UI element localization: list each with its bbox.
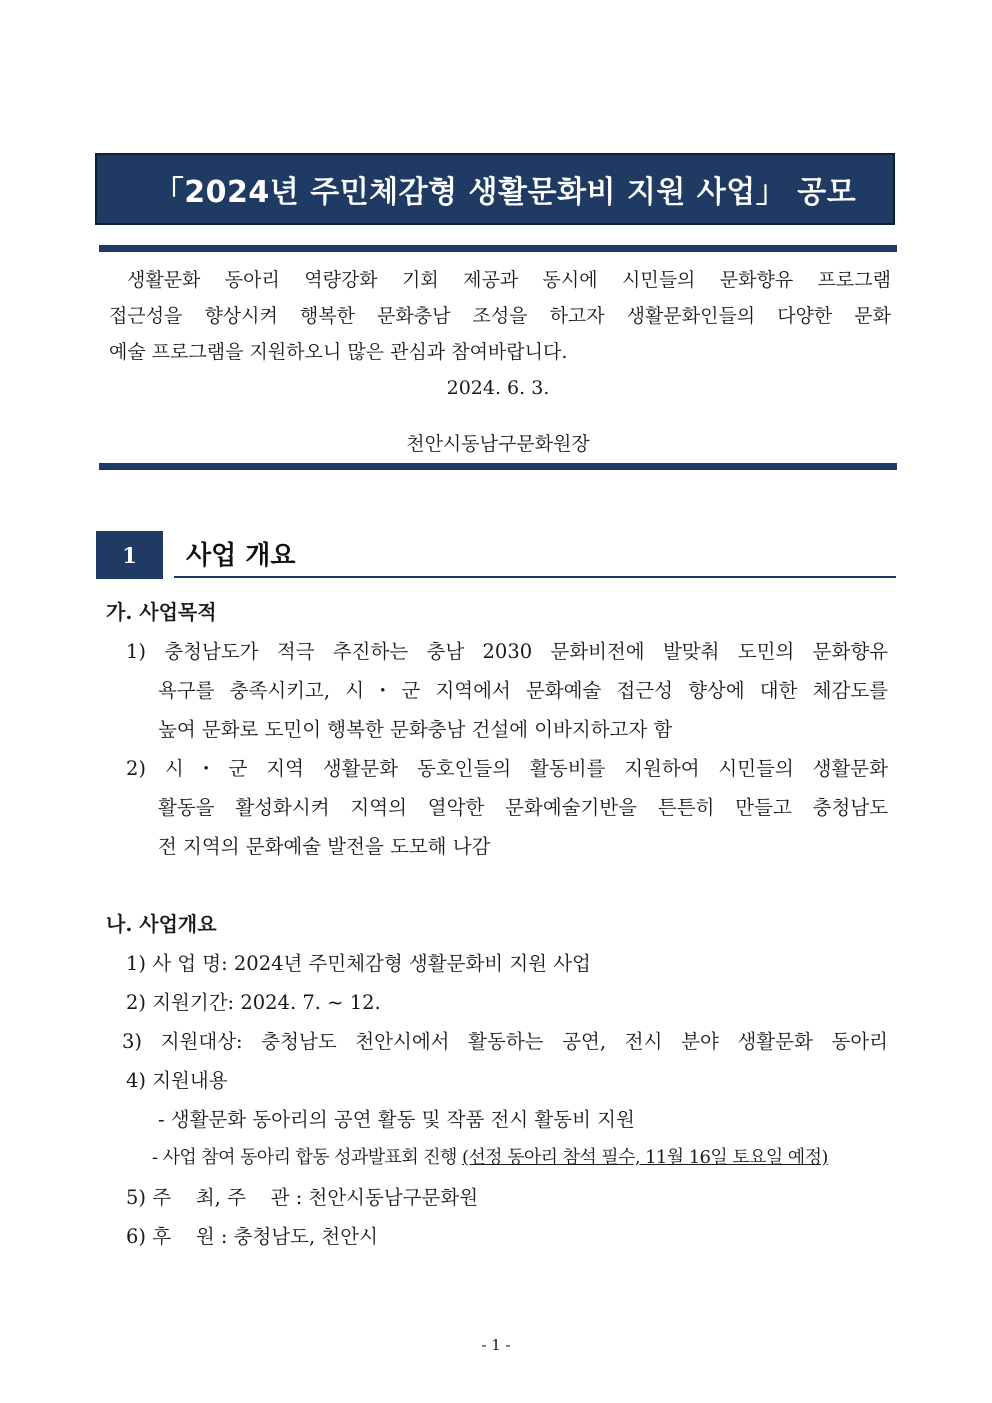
purpose-item-line: 2) 시・군 지역 생활문화 동호인들의 활동비를 지원하여 시민들의 생활문화 (126, 757, 888, 780)
intro-line: 접근성을 향상시켜 행복한 문화충남 조성을 하고자 생활문화인들의 다양한 문화 (109, 305, 891, 327)
purpose-item-line: 욕구를 충족시키고, 시・군 지역에서 문화예술 접근성 향상에 대한 체감도를 (158, 679, 888, 702)
overview-item: 2) 지원기간: 2024. 7. ~ 12. (126, 991, 381, 1014)
page-number: - 1 - (481, 1336, 511, 1354)
purpose-item-line: 전 지역의 문화예술 발전을 도모해 나감 (158, 835, 491, 858)
announcement-date: 2024. 6. 3. (446, 377, 550, 399)
overview-item: 3) 지원대상: 충청남도 천안시에서 활동하는 공연, 전시 분야 생활문화 동아리 (122, 1030, 888, 1053)
issuer-name: 천안시동남구문화원장 (406, 433, 590, 455)
intro-line: 예술 프로그램을 지원하오니 많은 관심과 참여바랍니다. (109, 341, 568, 363)
purpose-item-line: 활동을 활성화시켜 지역의 열악한 문화예술기반을 튼튼히 만들고 충청남도 (158, 796, 888, 819)
document-title: 「2024년 주민체감형 생활문화비 지원 사업」 공모 (153, 175, 857, 210)
host-line: 5) 주 최, 주 관 : 천안시동남구문화원 (126, 1186, 479, 1209)
support-note: (선정 동아리 참석 필수, 11월 16일 토요일 예정) (461, 1147, 828, 1168)
support-detail (152, 1143, 828, 1169)
top-divider (99, 245, 897, 252)
section-title: 사업 개요 (186, 541, 296, 571)
support-detail-text: - 사업 참여 동아리 합동 성과발표회 진행 (152, 1147, 462, 1168)
overview-heading: 나. 사업개요 (106, 912, 217, 936)
intro-paragraph (109, 262, 891, 370)
purpose-item-line: 높여 문화로 도민이 행복한 문화충남 건설에 이바지하고자 함 (158, 718, 673, 741)
support-detail: - 생활문화 동아리의 공연 활동 및 작품 전시 활동비 지원 (158, 1108, 635, 1131)
section-underline (174, 576, 896, 578)
purpose-item-line: 1) 충청남도가 적극 추진하는 충남 2030 문화비전에 발맞춰 도민의 문화향유 (126, 640, 888, 663)
purpose-heading: 가. 사업목적 (106, 600, 217, 624)
intro-line: 생활문화 동아리 역량강화 기회 제공과 동시에 시민들의 문화향유 프로그램 (127, 269, 891, 291)
section-number-badge: 1 (96, 531, 163, 579)
overview-item: 4) 지원내용 (126, 1069, 228, 1092)
sponsor-line: 6) 후 원 : 충청남도, 천안시 (126, 1225, 378, 1248)
overview-item: 1) 사 업 명: 2024년 주민체감형 생활문화비 지원 사업 (126, 952, 591, 975)
bottom-divider (99, 463, 897, 470)
document-title-box (95, 153, 895, 225)
